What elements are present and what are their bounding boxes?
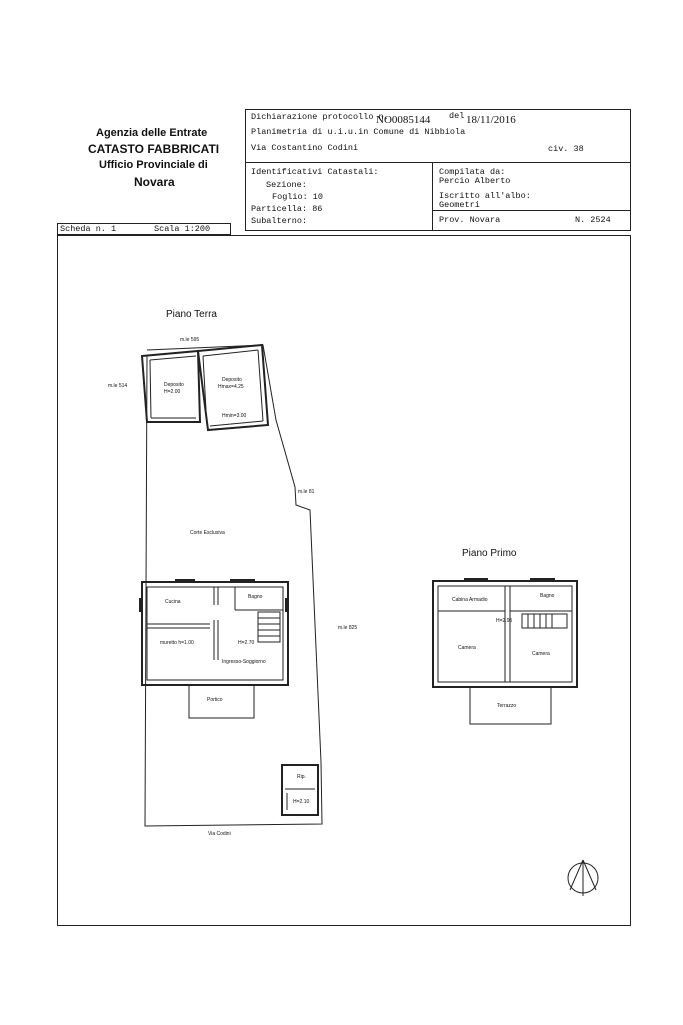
iscritto-label: Iscritto all'albo: — [439, 191, 531, 201]
protocol-number: NO0085144 — [376, 114, 431, 126]
h210-label: H=2.10 — [293, 799, 310, 805]
piano-terra-title: Piano Terra — [166, 309, 217, 320]
terrazzo-label: Terrazzo — [497, 703, 517, 709]
deposito1-height: H=2.00 — [164, 389, 181, 395]
foglio-field: Foglio: 10 — [272, 192, 324, 202]
address-line: Via Costantino Codini — [251, 143, 359, 153]
north-arrow-icon — [568, 860, 598, 896]
h295-label: H=2.95 — [496, 618, 513, 624]
subalterno-field: Subalterno: — [251, 216, 308, 226]
agency-name: Agenzia delle Entrate — [96, 127, 208, 139]
ufficio-label: Ufficio Provinciale di — [99, 159, 208, 171]
prov-field: Prov. Novara — [439, 215, 501, 225]
ingresso-label: Ingresso-Soggiorno — [222, 659, 266, 665]
ident-label: Identificativi Catastali: — [251, 167, 379, 177]
scala-label: Scala 1:200 — [154, 224, 211, 234]
ufficio-city: Novara — [134, 175, 175, 189]
piano-primo-title: Piano Primo — [462, 548, 517, 559]
bagno-pp-label: Bagno — [540, 593, 555, 599]
h270-label: H=2.70 — [238, 640, 255, 646]
mappale-825-label: m.le 825 — [338, 625, 358, 631]
catasto-title: CATASTO FABBRICATI — [88, 142, 220, 156]
ripostiglio-block — [282, 765, 318, 815]
hmin-label: Hmin=3.00 — [222, 413, 247, 419]
deposito2-label: Deposito — [222, 377, 242, 383]
rip-label: Rip. — [297, 774, 306, 780]
scheda-label: Scheda n. 1 — [60, 224, 117, 234]
mappale-514-label: m.le 514 — [108, 383, 128, 389]
bagno-pt-label: Bagno — [248, 594, 263, 600]
portico-label: Portico — [207, 697, 223, 703]
camera2-label: Camera — [532, 651, 550, 657]
del-label: del — [449, 111, 465, 121]
albo-name: Geometri — [439, 200, 480, 210]
mappale-81-label: m.le 81 — [298, 489, 315, 495]
iscrizione-number: N. 2524 — [575, 215, 611, 225]
civ-number: civ. 38 — [548, 144, 584, 154]
corte-label: Corte Esclusiva — [190, 530, 225, 536]
cucina-label: Cucina — [165, 599, 181, 605]
camera1-label: Camera — [458, 645, 476, 651]
deposito-block — [142, 345, 268, 430]
muretto-label: muretto h=1.00 — [160, 640, 194, 646]
deposito1-label: Deposito — [164, 382, 184, 388]
compilata-label: Compilata da: — [439, 167, 506, 177]
particella-field: Particella: 86 — [251, 204, 323, 214]
protocol-label: Dichiarazione protocollo n. — [251, 112, 389, 122]
sezione-field: Sezione: — [266, 180, 307, 190]
compiler-name: Percio Alberto — [439, 176, 511, 186]
protocol-date: 18/11/2016 — [466, 114, 516, 126]
via-codini-label: Via Codini — [208, 831, 231, 837]
cabina-label: Cabina Armadio — [452, 597, 488, 603]
deposito2-height: Hmax=4.25 — [218, 384, 244, 390]
planimetria-line: Planimetria di u.i.u.in Comune di Nibbiola — [251, 127, 466, 137]
mappale-595-label: m.le 595 — [180, 337, 200, 343]
